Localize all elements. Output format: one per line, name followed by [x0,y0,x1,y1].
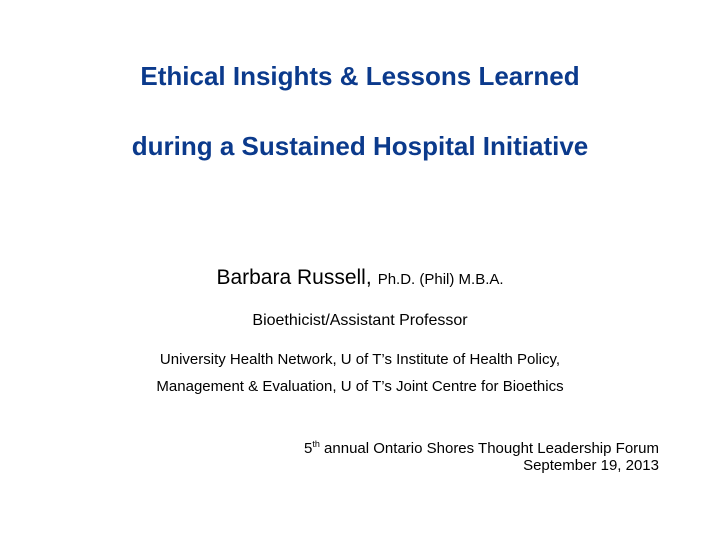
slide-title-line-2: during a Sustained Hospital Initiative [131,131,589,161]
event-ordinal-number: 5 [304,440,313,457]
event-ordinal-suffix: th [312,439,320,449]
event-info [304,440,659,474]
author-credentials: Ph.D. (Phil) M.B.A. [377,271,504,288]
slide-title-line-1: Ethical Insights & Lessons Learned [140,61,580,91]
affiliation-line-1: University Health Network, U of T’s Institute of Health Policy, [159,351,561,368]
event-date: September 19, 2013 [523,457,659,474]
author-line [0,265,720,293]
event-name: annual Ontario Shores Thought Leadership Forum [319,440,659,457]
author-name: Barbara Russell, [216,266,372,289]
affiliation-line-2: Management & Evaluation, U of T’s Joint Centre for Bioethics [156,378,564,395]
event-name-line [304,440,659,457]
author-role: Bioethicist/Assistant Professor [252,312,468,329]
